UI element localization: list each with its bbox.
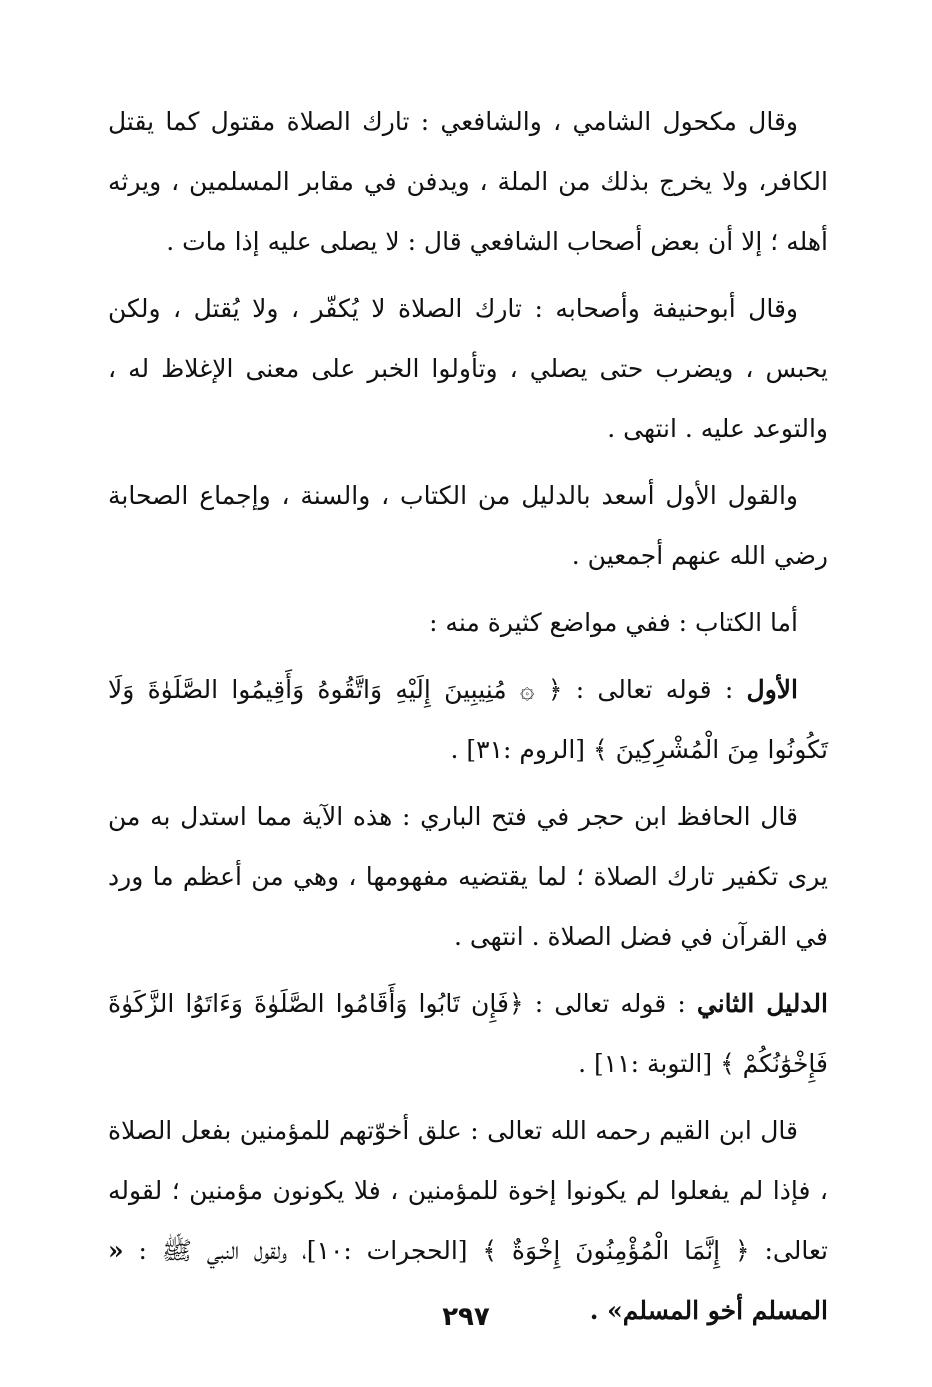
paragraph-abu-hanifa: وقال أبوحنيفة وأصحابه : تارك الصلاة لا يُكفّر ، ولا يُقتل ، ولكن يحبس ، ويضرب حتى يصلي ، وتأولوا الخبر على معنى الإغلاظ له ، والتوعد عليه . انتهى . — [108, 294, 828, 443]
verse-rum-reference: [الروم :٣١] . — [450, 735, 586, 764]
second-evidence-label: الدليل الثاني — [696, 989, 828, 1018]
second-evidence-intro: : قوله تعالى : — [534, 989, 686, 1018]
paragraph-quran-intro: أما الكتاب : ففي مواضع كثيرة منه : — [429, 608, 798, 637]
paragraph-makhul-shafii: وقال مكحول الشامي ، والشافعي : تارك الصلاة مقتول كما يقتل الكافر، ولا يخرج بذلك من الملة ، ويدفن في مقابر المسلمين ، ويرثه أهله ؛ إلا أن بعض أصحاب الشافعي قال : لا يصلى عليه إذا مات . — [108, 107, 828, 256]
paragraph-first-opinion: والقول الأول أسعد بالدليل من الكتاب ، والسنة ، وإجماع الصحابة رضي الله عنهم أجمعين . — [108, 481, 828, 570]
verse-tawba-reference: [التوبة :١١] . — [578, 1049, 713, 1078]
hujurat-reference: [الحجرات :١٠]، ولقول النبي ﷺ : — [138, 1236, 468, 1265]
ibn-qayyim-text: قال ابن القيم رحمه الله تعالى : علق أخوّتهم للمؤمنين بفعل الصلاة ، فإذا لم يفعلوا لم يكونوا إخوة للمؤمنين ، فلا يكونون مؤمنين ؛ لقوله تعالى: — [108, 1116, 828, 1265]
verse-hujurat-10: ﴿ إِنَّمَا الْمُؤْمِنُونَ إِخْوَةٌ ﴾ — [482, 1236, 750, 1265]
page-body — [108, 92, 828, 1348]
paragraph-ibn-hajar: قال الحافظ ابن حجر في فتح الباري : هذه الآية مما استدل به من يرى تكفير تارك الصلاة ؛ لما يقتضيه مفهومها ، وهي من أعظم ما ورد في القرآن في فضل الصلاة . انتهى . — [108, 802, 828, 951]
verse-tawba-11: ﴿فَإِن تَابُوا وَأَقَامُوا الصَّلَوٰةَ وَءَاتَوُا الزَّكَوٰةَ فَإِخْوَٰنُكُمْ ﴾ — [108, 989, 828, 1078]
page-number: ٢٩٧ — [442, 1302, 490, 1332]
first-evidence-intro: : قوله تعالى : — [575, 675, 734, 704]
verse-rum-31: ﴿ ۞ مُنِيبِينَ إِلَيْهِ وَاتَّقُوهُ وَأَقِيمُوا الصَّلَوٰةَ وَلَا تَكُونُوا مِنَ الْمُشْرِكِينَ ﴾ — [108, 675, 828, 764]
first-evidence-label: الأول — [746, 675, 798, 704]
hadith-quote: « المسلم أخو المسلم» . — [108, 1236, 828, 1325]
paragraph-second-evidence — [108, 974, 828, 1094]
paragraph-first-evidence — [108, 660, 828, 780]
